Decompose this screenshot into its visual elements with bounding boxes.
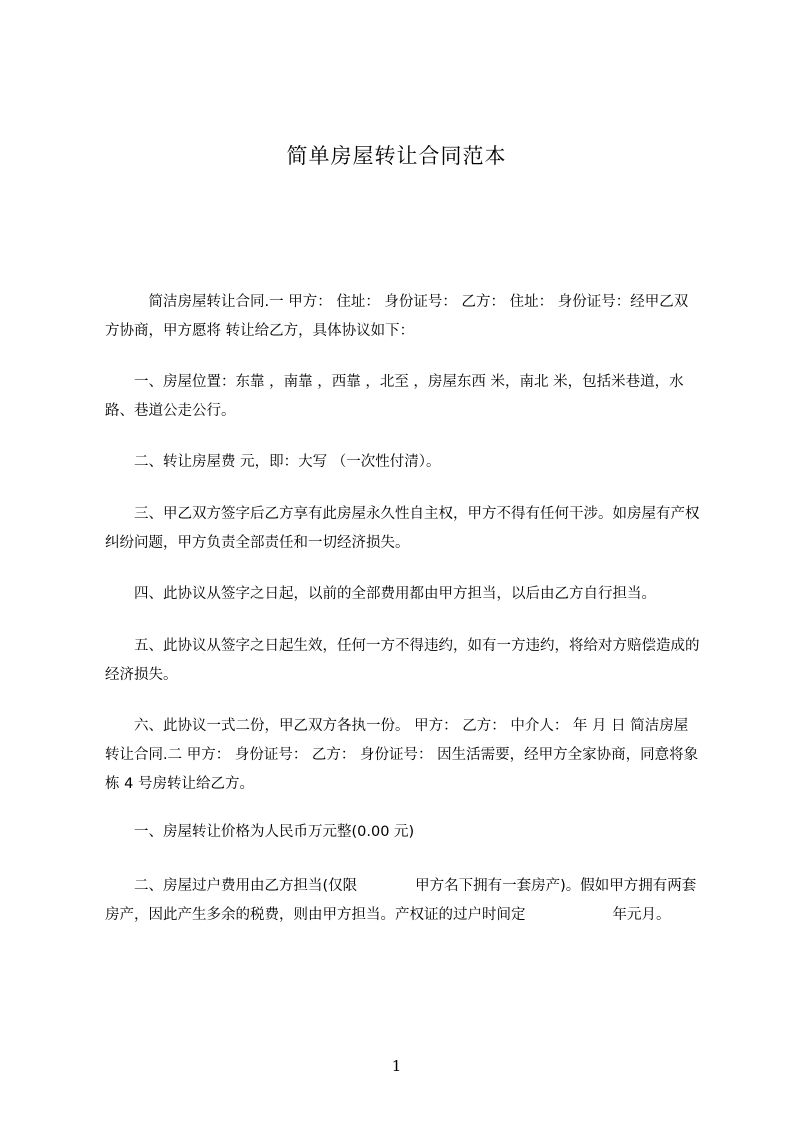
paragraph-intro: 简洁房屋转让合同.一 甲方： 住址： 身份证号： 乙方： 住址： 身份证号：经甲乙双方协商，甲方愿将 转让给乙方，具体协议如下： bbox=[105, 294, 689, 339]
paragraph-clause-1: 一、房屋位置：东靠 ，南靠 ，西靠 ，北至 ，房屋东西 米，南北 米，包括米巷道，水路、巷道公走公行。 bbox=[105, 374, 684, 419]
paragraph-second-clause-2: 二、房屋过户费用由乙方担当(仅限 甲方名下拥有一套房产)。假如甲方拥有两套房产，因此产生多余的税费，则由甲方担当。产权证的过户时间定 年元月。 bbox=[105, 878, 697, 923]
document-title: 简单房屋转让合同范本 bbox=[286, 144, 507, 168]
page-number: 1 bbox=[391, 1057, 402, 1075]
paragraph-clause-2: 二、转让房屋费 元，即：大写 （一次性付清）。 bbox=[105, 454, 441, 470]
paragraph-clause-3: 三、甲乙双方签字后乙方享有此房屋永久性自主权，甲方不得有任何干涉。如房屋有产权纠纷问题，甲方负责全部责任和一切经济损失。 bbox=[105, 506, 700, 551]
paragraph-clause-6: 六、此协议一式二份，甲乙双方各执一份。 甲方： 乙方： 中介人： 年 月 日 简洁房屋转让合同.二 甲方： 身份证号： 乙方： 身份证号： 因生活需要，经甲方全家协商，同意将象栋 4 号房转让给乙方。 bbox=[105, 718, 699, 792]
paragraph-clause-4: 四、此协议从签字之日起，以前的全部费用都由甲方担当，以后由乙方自行担当。 bbox=[105, 586, 656, 602]
paragraph-clause-5: 五、此协议从签字之日起生效，任何一方不得违约，如有一方违约，将给对方赔偿造成的经济损失。 bbox=[105, 638, 700, 683]
paragraph-second-clause-1: 一、房屋转让价格为人民币万元整(0.00 元) bbox=[105, 824, 415, 840]
